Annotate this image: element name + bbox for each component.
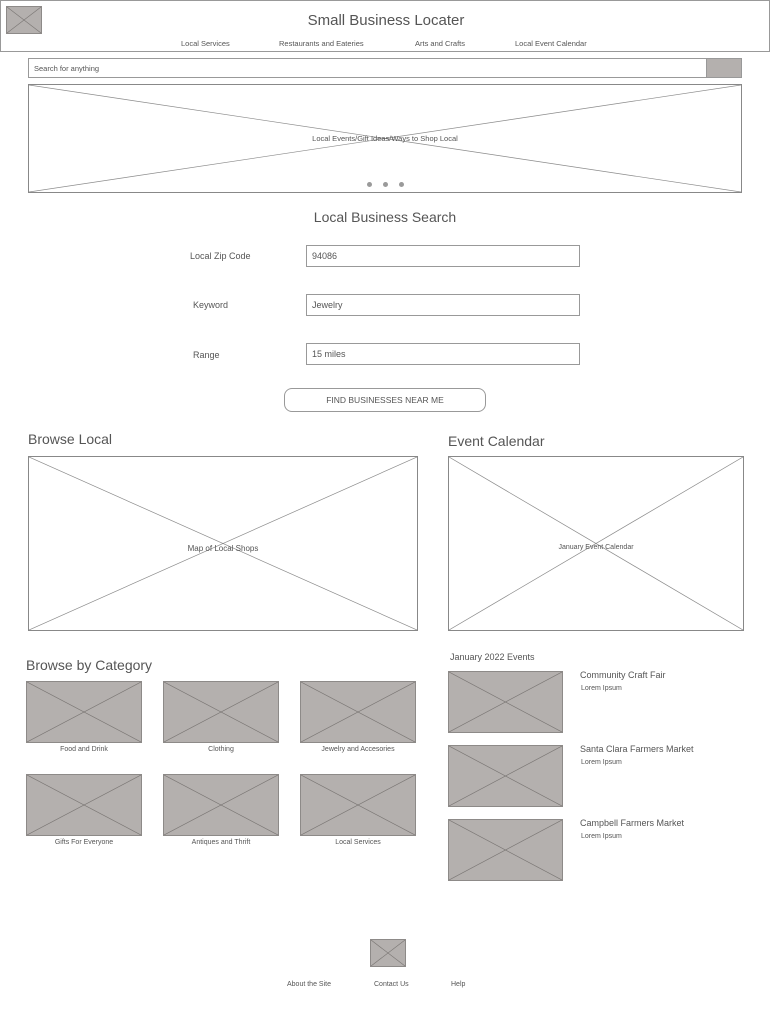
range-label: Range — [193, 350, 220, 360]
nav-arts-crafts[interactable]: Arts and Crafts — [415, 39, 466, 48]
main-nav — [0, 37, 770, 52]
event-image-placeholder-icon[interactable] — [448, 819, 563, 881]
search-bar[interactable] — [28, 58, 742, 78]
event-sub-1: Lorem Ipsum — [581, 685, 622, 692]
keyword-label: Keyword — [193, 300, 229, 310]
calendar-caption: January Event Calendar — [558, 544, 634, 551]
category-label-jewelry[interactable]: Jewelry and Accesories — [321, 746, 395, 753]
search-input[interactable]: Search for anything — [34, 64, 100, 73]
category-label-clothing[interactable]: Clothing — [208, 746, 234, 753]
carousel-dot-2[interactable] — [383, 182, 388, 187]
search-button[interactable] — [706, 58, 742, 78]
category-image-placeholder-icon[interactable] — [163, 774, 279, 836]
site-header — [0, 0, 770, 38]
nav-event-calendar[interactable]: Local Event Calendar — [515, 39, 587, 48]
nav-restaurants[interactable]: Restaurants and Eateries — [279, 39, 364, 48]
category-label-gifts[interactable]: Gifts For Everyone — [54, 839, 114, 846]
category-label-food-drink[interactable]: Food and Drink — [60, 746, 108, 753]
category-image-placeholder-icon[interactable] — [163, 681, 279, 743]
event-title-1[interactable]: Community Craft Fair — [580, 670, 666, 680]
event-sub-2: Lorem Ipsum — [581, 759, 622, 766]
keyword-field[interactable] — [306, 294, 580, 316]
event-image-placeholder-icon[interactable] — [448, 745, 563, 807]
local-search-heading: Local Business Search — [313, 209, 457, 225]
hero-carousel[interactable] — [28, 84, 742, 193]
event-calendar-heading: Event Calendar — [448, 433, 545, 449]
map-caption: Map of Local Shops — [187, 544, 259, 553]
footer-link-about[interactable]: About the Site — [287, 981, 331, 988]
events-month-heading: January 2022 Events — [450, 652, 535, 662]
browse-category-heading: Browse by Category — [26, 657, 153, 673]
map-placeholder[interactable] — [28, 456, 418, 631]
browse-local-heading: Browse Local — [28, 431, 113, 447]
event-title-2[interactable]: Santa Clara Farmers Market — [580, 744, 694, 754]
category-image-placeholder-icon[interactable] — [26, 774, 142, 836]
carousel-dot-3[interactable] — [399, 182, 404, 187]
event-title-3[interactable]: Campbell Farmers Market — [580, 818, 685, 828]
calendar-placeholder[interactable] — [448, 456, 744, 631]
range-field[interactable] — [306, 343, 580, 365]
carousel-dot-1[interactable] — [367, 182, 372, 187]
find-businesses-button[interactable]: FIND BUSINESSES NEAR ME — [284, 388, 486, 412]
nav-local-services[interactable]: Local Services — [181, 39, 230, 48]
category-image-placeholder-icon[interactable] — [300, 681, 416, 743]
zip-field[interactable] — [306, 245, 580, 267]
footer-link-help[interactable]: Help — [451, 981, 466, 988]
site-title: Small Business Locater — [307, 12, 465, 29]
footer-link-contact[interactable]: Contact Us — [374, 981, 409, 988]
footer-logo-image-placeholder-icon[interactable] — [370, 939, 406, 967]
category-label-antiques[interactable]: Antiques and Thrift — [191, 839, 251, 846]
category-image-placeholder-icon[interactable] — [300, 774, 416, 836]
category-label-local-services[interactable]: Local Services — [335, 839, 381, 846]
event-image-placeholder-icon[interactable] — [448, 671, 563, 733]
zip-label: Local Zip Code — [190, 251, 251, 261]
event-sub-3: Lorem Ipsum — [581, 833, 622, 840]
hero-caption: Local Events/Gift Ideas/Ways to Shop Local — [312, 134, 458, 143]
category-image-placeholder-icon[interactable] — [26, 681, 142, 743]
